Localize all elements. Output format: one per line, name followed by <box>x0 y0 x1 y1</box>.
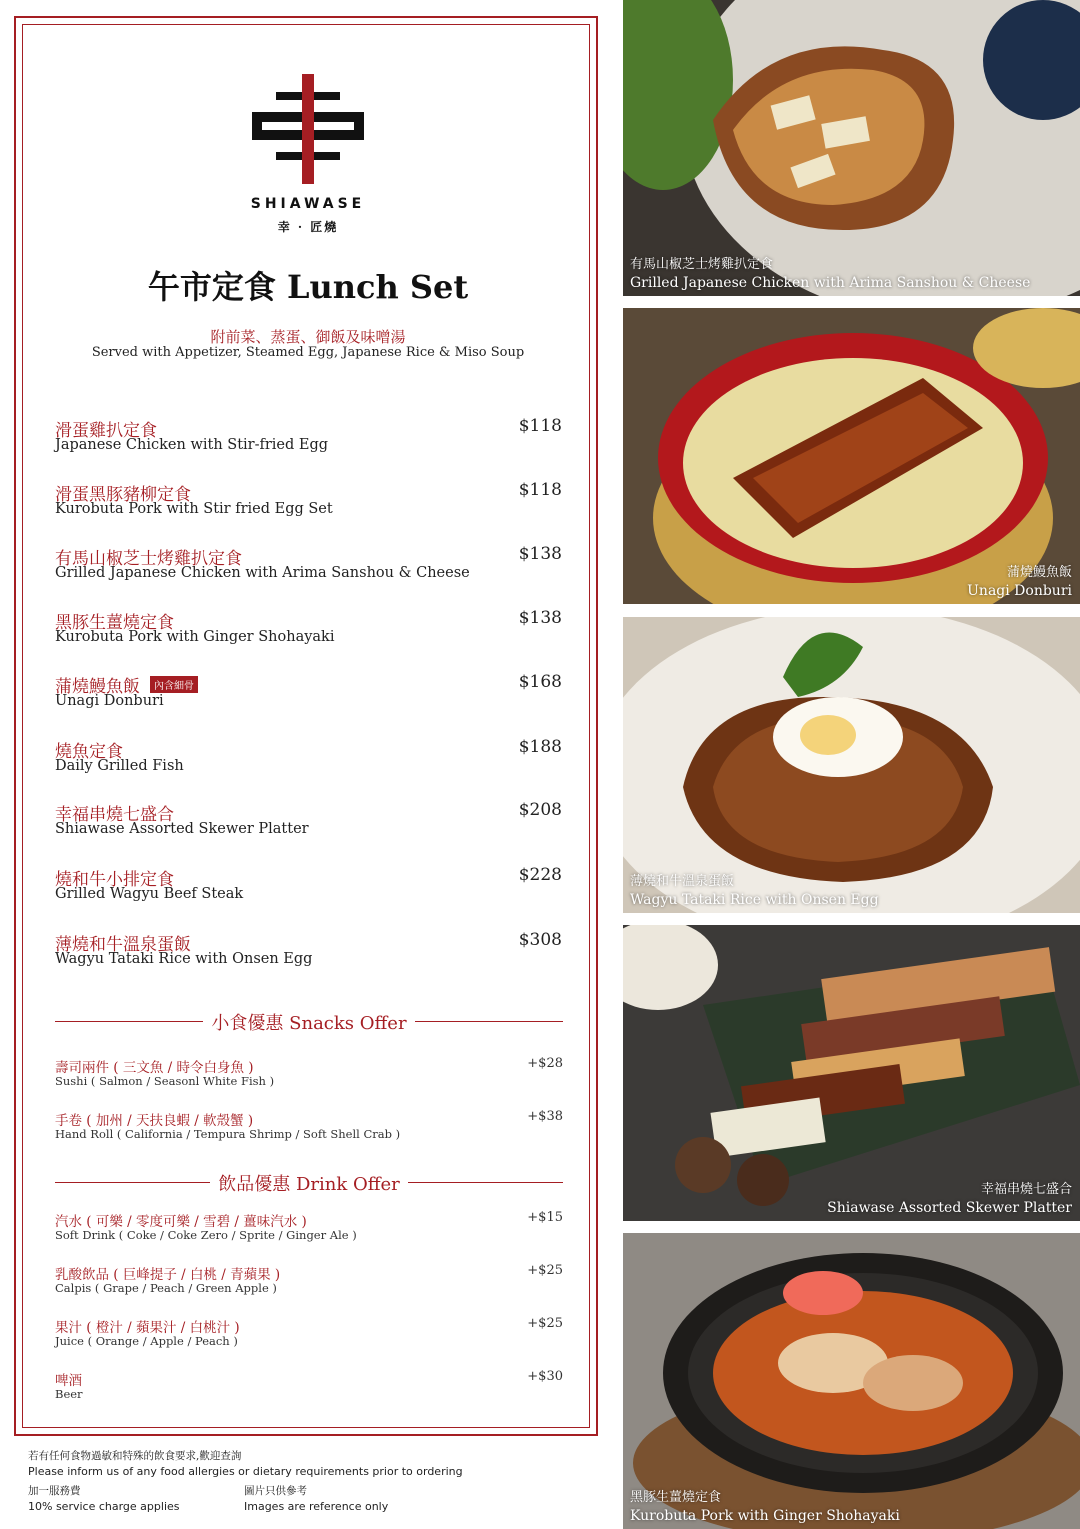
drink-price: +$25 <box>527 1316 563 1331</box>
photo-caption-en: Kurobuta Pork with Ginger Shohayaki <box>630 1508 900 1524</box>
service-charge-en: 10% service charge applies <box>28 1500 180 1513</box>
dish-price: $168 <box>518 672 562 692</box>
dish-price: $188 <box>518 737 562 757</box>
service-charge-note <box>28 1483 180 1513</box>
drink-price: +$30 <box>527 1369 563 1384</box>
allergy-note-en: Please inform us of any food allergies or dietary requirements prior to ordering <box>28 1465 463 1478</box>
snack-name-en: Sushi ( Salmon / Seasonl White Fish ) <box>55 1074 275 1088</box>
dish-item <box>55 737 565 781</box>
dish-name-en: Unagi Donburi <box>55 693 164 709</box>
bone-warning-badge: 內含細骨 <box>150 676 198 693</box>
photo-skewer-platter <box>623 925 1080 1221</box>
dish-price: $308 <box>518 930 562 950</box>
photo-caption <box>630 256 1030 292</box>
photo-ginger-pork <box>623 1233 1080 1529</box>
images-reference-cn: 圖片只供參考 <box>244 1485 307 1497</box>
ginger-pork-illustration <box>623 1233 1080 1529</box>
dish-name-cn: 燒和牛小排定食 <box>55 870 174 890</box>
dish-name-en: Grilled Wagyu Beef Steak <box>55 886 244 902</box>
dish-item <box>55 608 565 652</box>
drink-name-cn: 啤酒 <box>55 1373 82 1389</box>
snack-name-cn: 壽司兩件 ( 三文魚 / 時令白身魚 ) <box>55 1060 254 1076</box>
drink-item <box>55 1210 563 1246</box>
dish-name-cn-text: 蒲燒鰻魚飯 <box>55 677 140 697</box>
shiawase-logo <box>248 74 368 184</box>
subtitle-en: Served with Appetizer, Steamed Egg, Japanese Rice & Miso Soup <box>91 345 525 360</box>
snack-name-en: Hand Roll ( California / Tempura Shrimp / Soft Shell Crab ) <box>55 1127 401 1141</box>
drink-name-en: Beer <box>55 1387 83 1401</box>
skewer-platter-illustration <box>623 925 1080 1221</box>
dish-name-cn: 滑蛋雞扒定食 <box>55 421 157 441</box>
photo-caption-en: Unagi Donburi <box>967 583 1072 599</box>
photo-caption-cn: 蒲燒鰻魚飯 <box>1006 565 1072 580</box>
subtitle-cn: 附前菜、蒸蛋、御飯及味噌湯 <box>210 328 406 346</box>
dish-name-cn: 幸福串燒七盛合 <box>55 805 174 825</box>
unagi-donburi-illustration <box>623 308 1080 604</box>
drink-price: +$25 <box>527 1263 563 1278</box>
photo-caption-cn: 有馬山椒芝士烤雞扒定食 <box>630 257 774 272</box>
dish-name-en: Japanese Chicken with Stir-fried Egg <box>55 437 329 453</box>
images-reference-note <box>244 1483 388 1513</box>
drink-offer-heading <box>55 1170 563 1194</box>
brand-name: SHIAWASE <box>250 196 366 212</box>
photo-caption <box>630 1489 900 1525</box>
dish-name-cn: 滑蛋黑豚豬柳定食 <box>55 485 191 505</box>
photo-caption <box>630 873 879 909</box>
dish-name-cn: 薄燒和牛溫泉蛋飯 <box>55 935 191 955</box>
drink-item <box>55 1369 563 1405</box>
snack-price: +$38 <box>527 1109 563 1124</box>
snack-price: +$28 <box>527 1056 563 1071</box>
brand-name-cn: 幸 · 匠燒 <box>277 220 339 234</box>
drink-name-en: Juice ( Orange / Apple / Peach ) <box>55 1334 238 1348</box>
images-reference-en: Images are reference only <box>244 1500 389 1513</box>
snack-item <box>55 1109 563 1145</box>
dish-name-cn: 燒魚定食 <box>55 742 123 762</box>
photo-caption-en: Shiawase Assorted Skewer Platter <box>827 1200 1072 1216</box>
drink-name-cn: 汽水 ( 可樂 / 零度可樂 / 雪碧 / 薑味汽水 ) <box>55 1214 307 1230</box>
dish-item <box>55 544 565 588</box>
dish-name-cn: 黑豚生薑燒定食 <box>55 613 174 633</box>
drink-name-cn: 果汁 ( 橙汁 / 蘋果汁 / 白桃汁 ) <box>55 1320 240 1336</box>
photo-unagi-donburi <box>623 308 1080 604</box>
snacks-offer-title: 小食優惠 Snacks Offer <box>203 1013 414 1034</box>
snack-name-cn: 手卷 ( 加州 / 天扶良蝦 / 軟殼蟹 ) <box>55 1113 254 1129</box>
snacks-offer-heading <box>55 1009 563 1033</box>
menu-title: 午市定食 Lunch Set <box>147 268 469 306</box>
service-charge-cn: 加一服務費 <box>28 1485 81 1497</box>
photo-grilled-chicken <box>623 0 1080 296</box>
dish-name-en: Grilled Japanese Chicken with Arima Sanshou & Cheese <box>55 565 470 581</box>
dish-item <box>55 930 565 974</box>
photo-caption-cn: 幸福串燒七盛合 <box>980 1182 1072 1197</box>
photo-caption-cn: 薄燒和牛溫泉蛋飯 <box>630 874 735 889</box>
drink-name-en: Calpis ( Grape / Peach / Green Apple ) <box>55 1281 277 1295</box>
photo-caption <box>827 1181 1072 1217</box>
drink-item <box>55 1263 563 1299</box>
drink-item <box>55 1316 563 1352</box>
dish-item <box>55 865 565 909</box>
dish-item <box>55 672 565 716</box>
drink-name-cn: 乳酸飲品 ( 巨峰提子 / 白桃 / 青蘋果 ) <box>55 1267 281 1283</box>
dish-price: $138 <box>518 608 562 628</box>
allergy-note-cn: 若有任何食物過敏和特殊的飲食要求,歡迎查詢 <box>28 1450 242 1462</box>
dish-item <box>55 480 565 524</box>
dish-price: $138 <box>518 544 562 564</box>
dish-name-en: Daily Grilled Fish <box>55 758 184 774</box>
photo-caption <box>967 564 1072 600</box>
snack-item <box>55 1056 563 1092</box>
dish-name-en: Kurobuta Pork with Stir fried Egg Set <box>55 501 333 517</box>
dish-name-en: Shiawase Assorted Skewer Platter <box>55 821 309 837</box>
photo-caption-en: Grilled Japanese Chicken with Arima Sanshou & Cheese <box>630 275 1031 291</box>
wagyu-tataki-illustration <box>623 617 1080 913</box>
dish-name-en: Kurobuta Pork with Ginger Shohayaki <box>55 629 335 645</box>
photo-caption-cn: 黑豚生薑燒定食 <box>630 1490 722 1505</box>
photo-caption-en: Wagyu Tataki Rice with Onsen Egg <box>630 892 879 908</box>
dish-item <box>55 800 565 844</box>
dish-name-en: Wagyu Tataki Rice with Onsen Egg <box>55 951 313 967</box>
dish-item <box>55 416 565 460</box>
drink-price: +$15 <box>527 1210 563 1225</box>
allergy-note <box>28 1448 463 1478</box>
dish-price: $208 <box>518 800 562 820</box>
photo-wagyu-tataki-rice <box>623 617 1080 913</box>
dish-price: $228 <box>518 865 562 885</box>
dish-name-cn: 有馬山椒芝士烤雞扒定食 <box>55 549 242 569</box>
drink-name-en: Soft Drink ( Coke / Coke Zero / Sprite / Ginger Ale ) <box>55 1228 357 1242</box>
dish-price: $118 <box>518 416 562 436</box>
grilled-chicken-illustration <box>623 0 1080 296</box>
drink-offer-title: 飲品優惠 Drink Offer <box>210 1174 408 1195</box>
dish-price: $118 <box>518 480 562 500</box>
